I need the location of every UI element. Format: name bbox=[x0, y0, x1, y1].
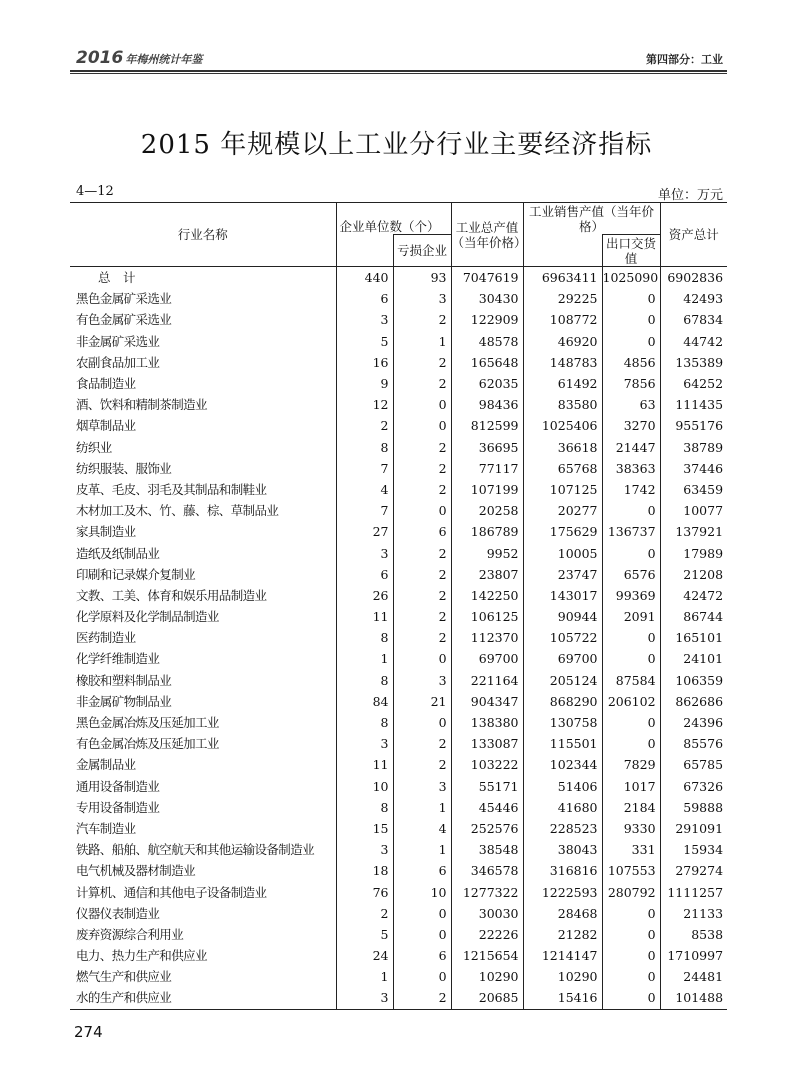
cell-assets: 106359 bbox=[675, 672, 724, 688]
cell-loss: 2 bbox=[393, 627, 451, 648]
cell-sales: 148783 bbox=[523, 352, 602, 373]
cell-output: 62035 bbox=[451, 373, 523, 394]
cell-sales: 316816 bbox=[523, 860, 602, 881]
cell-output: 20258 bbox=[451, 500, 523, 521]
row-name: 非金属矿物制品业 bbox=[70, 691, 336, 712]
cell-export: 38363 bbox=[602, 458, 660, 479]
cell-n: 3 bbox=[336, 839, 393, 860]
page-number: 274 bbox=[74, 1023, 103, 1041]
yearbook-name: 年梅州统计年鉴 bbox=[125, 53, 203, 66]
cell-sales: 38043 bbox=[523, 839, 602, 860]
row-name: 计算机、通信和其他电子设备制造业 bbox=[70, 881, 336, 902]
table-row bbox=[70, 733, 727, 754]
table-row bbox=[70, 648, 727, 669]
cell-output: 138380 bbox=[451, 712, 523, 733]
row-name: 酒、饮料和精制茶制造业 bbox=[70, 394, 336, 415]
cell-loss: 2 bbox=[393, 458, 451, 479]
cell-output: 23807 bbox=[451, 564, 523, 585]
cell-sales: 15416 bbox=[523, 987, 602, 1009]
cell-n: 12 bbox=[336, 394, 393, 415]
cell-export: 0 bbox=[602, 924, 660, 945]
cell-loss: 6 bbox=[393, 860, 451, 881]
row-name: 造纸及纸制品业 bbox=[70, 542, 336, 563]
cell-export: 6576 bbox=[602, 564, 660, 585]
cell-assets: 6902836 bbox=[667, 270, 724, 286]
cell-assets: 59888 bbox=[683, 799, 724, 815]
cell-export: 0 bbox=[602, 627, 660, 648]
cell-sales: 69700 bbox=[523, 648, 602, 669]
header-rule bbox=[70, 70, 727, 72]
cell-n: 76 bbox=[336, 881, 393, 902]
row-name: 烟草制品业 bbox=[70, 415, 336, 436]
cell-sales: 868290 bbox=[523, 691, 602, 712]
cell-loss: 6 bbox=[393, 521, 451, 542]
row-name: 纺织业 bbox=[70, 437, 336, 458]
unit-label: 单位：万元 bbox=[657, 188, 723, 203]
cell-sales: 36618 bbox=[523, 437, 602, 458]
col-header-name: 行业名称 bbox=[70, 203, 336, 267]
cell-n: 5 bbox=[336, 331, 393, 352]
cell-export: 0 bbox=[602, 733, 660, 754]
cell-output: 133087 bbox=[451, 733, 523, 754]
table-row bbox=[70, 500, 727, 521]
cell-export: 0 bbox=[602, 542, 660, 563]
yearbook-header bbox=[76, 48, 202, 68]
cell-assets: 65785 bbox=[683, 757, 724, 773]
cell-n: 11 bbox=[336, 606, 393, 627]
row-name: 橡胶和塑料制品业 bbox=[70, 670, 336, 691]
cell-loss: 6 bbox=[393, 945, 451, 966]
table-row bbox=[70, 415, 727, 436]
table-row bbox=[70, 585, 727, 606]
cell-export: 1742 bbox=[602, 479, 660, 500]
row-name: 化学纤维制造业 bbox=[70, 648, 336, 669]
cell-sales: 143017 bbox=[523, 585, 602, 606]
cell-export: 0 bbox=[602, 712, 660, 733]
cell-n: 16 bbox=[336, 352, 393, 373]
cell-export: 107553 bbox=[602, 860, 660, 881]
cell-n: 18 bbox=[336, 860, 393, 881]
cell-sales: 130758 bbox=[523, 712, 602, 733]
cell-loss: 3 bbox=[393, 288, 451, 309]
cell-export: 7829 bbox=[602, 754, 660, 775]
col-header-enterprises: 企业单位数（个） bbox=[336, 203, 451, 235]
cell-assets: 291091 bbox=[675, 820, 724, 836]
cell-n: 8 bbox=[336, 627, 393, 648]
cell-n: 10 bbox=[336, 776, 393, 797]
cell-assets: 279274 bbox=[675, 863, 724, 879]
cell-loss: 1 bbox=[393, 839, 451, 860]
row-name: 汽车制造业 bbox=[70, 818, 336, 839]
cell-loss: 93 bbox=[393, 267, 451, 289]
row-name: 水的生产和供应业 bbox=[70, 987, 336, 1009]
cell-output: 812599 bbox=[451, 415, 523, 436]
cell-sales: 21282 bbox=[523, 924, 602, 945]
table-row bbox=[70, 564, 727, 585]
cell-n: 84 bbox=[336, 691, 393, 712]
table-row bbox=[70, 776, 727, 797]
cell-loss: 3 bbox=[393, 670, 451, 691]
cell-assets: 17989 bbox=[683, 545, 724, 561]
table-row bbox=[70, 839, 727, 860]
cell-loss: 0 bbox=[393, 394, 451, 415]
cell-output: 22226 bbox=[451, 924, 523, 945]
cell-assets: 67326 bbox=[683, 778, 724, 794]
cell-loss: 2 bbox=[393, 754, 451, 775]
cell-loss: 21 bbox=[393, 691, 451, 712]
cell-output: 122909 bbox=[451, 309, 523, 330]
cell-output: 165648 bbox=[451, 352, 523, 373]
cell-loss: 0 bbox=[393, 648, 451, 669]
col-header-loss: 亏损企业 bbox=[393, 235, 451, 267]
cell-export: 9330 bbox=[602, 818, 660, 839]
cell-loss: 0 bbox=[393, 903, 451, 924]
row-name: 燃气生产和供应业 bbox=[70, 966, 336, 987]
cell-n: 11 bbox=[336, 754, 393, 775]
row-name: 黑色金属矿采选业 bbox=[70, 288, 336, 309]
table-row bbox=[70, 924, 727, 945]
cell-assets: 111435 bbox=[675, 397, 724, 413]
table-row bbox=[70, 542, 727, 563]
row-name: 纺织服装、服饰业 bbox=[70, 458, 336, 479]
cell-n: 7 bbox=[336, 458, 393, 479]
cell-output: 252576 bbox=[451, 818, 523, 839]
cell-n: 7 bbox=[336, 500, 393, 521]
cell-sales: 1214147 bbox=[523, 945, 602, 966]
cell-sales: 107125 bbox=[523, 479, 602, 500]
cell-n: 440 bbox=[336, 267, 393, 289]
table-row bbox=[70, 987, 727, 1009]
cell-assets: 165101 bbox=[675, 630, 724, 646]
table-body bbox=[70, 267, 727, 1010]
cell-loss: 2 bbox=[393, 564, 451, 585]
cell-n: 3 bbox=[336, 733, 393, 754]
table-row bbox=[70, 352, 727, 373]
cell-assets: 86744 bbox=[683, 609, 724, 625]
cell-sales: 1025406 bbox=[523, 415, 602, 436]
table-row bbox=[70, 903, 727, 924]
cell-assets: 862686 bbox=[675, 693, 724, 709]
col-header-export: 出口交货值 bbox=[602, 235, 660, 267]
cell-sales: 90944 bbox=[523, 606, 602, 627]
section-label: 第四部分：工业 bbox=[646, 53, 723, 66]
cell-export: 4856 bbox=[602, 352, 660, 373]
cell-assets: 21208 bbox=[683, 566, 724, 582]
cell-export: 206102 bbox=[602, 691, 660, 712]
cell-assets: 63459 bbox=[683, 481, 724, 497]
cell-sales: 61492 bbox=[523, 373, 602, 394]
cell-output: 98436 bbox=[451, 394, 523, 415]
table-row bbox=[70, 309, 727, 330]
indicator-table bbox=[70, 202, 727, 1010]
cell-n: 15 bbox=[336, 818, 393, 839]
cell-loss: 10 bbox=[393, 881, 451, 902]
cell-output: 20685 bbox=[451, 987, 523, 1009]
table-row bbox=[70, 437, 727, 458]
cell-loss: 2 bbox=[393, 309, 451, 330]
cell-output: 30030 bbox=[451, 903, 523, 924]
cell-output: 9952 bbox=[451, 542, 523, 563]
cell-n: 8 bbox=[336, 797, 393, 818]
table-row bbox=[70, 945, 727, 966]
cell-n: 6 bbox=[336, 564, 393, 585]
cell-export: 1017 bbox=[602, 776, 660, 797]
cell-sales: 205124 bbox=[523, 670, 602, 691]
cell-assets: 67834 bbox=[683, 312, 724, 328]
table-row bbox=[70, 288, 727, 309]
cell-assets: 44742 bbox=[683, 333, 724, 349]
row-name: 铁路、船舶、航空航天和其他运输设备制造业 bbox=[70, 839, 336, 860]
row-name: 医药制造业 bbox=[70, 627, 336, 648]
cell-n: 1 bbox=[336, 966, 393, 987]
cell-export: 0 bbox=[602, 648, 660, 669]
row-name: 食品制造业 bbox=[70, 373, 336, 394]
cell-sales: 10290 bbox=[523, 966, 602, 987]
row-name: 有色金属冶炼及压延加工业 bbox=[70, 733, 336, 754]
cell-export: 0 bbox=[602, 309, 660, 330]
cell-assets: 42493 bbox=[683, 291, 724, 307]
cell-export: 2091 bbox=[602, 606, 660, 627]
cell-assets: 137921 bbox=[675, 524, 724, 540]
cell-sales: 20277 bbox=[523, 500, 602, 521]
row-name: 电气机械及器材制造业 bbox=[70, 860, 336, 881]
table-row bbox=[70, 691, 727, 712]
cell-assets: 21133 bbox=[683, 905, 724, 921]
cell-sales: 10005 bbox=[523, 542, 602, 563]
cell-n: 5 bbox=[336, 924, 393, 945]
cell-assets: 85576 bbox=[683, 736, 724, 752]
cell-export: 0 bbox=[602, 331, 660, 352]
cell-assets: 10077 bbox=[683, 503, 724, 519]
table-row bbox=[70, 881, 727, 902]
cell-loss: 0 bbox=[393, 415, 451, 436]
cell-output: 38548 bbox=[451, 839, 523, 860]
row-name: 通用设备制造业 bbox=[70, 776, 336, 797]
table-row bbox=[70, 712, 727, 733]
cell-sales: 29225 bbox=[523, 288, 602, 309]
table-row bbox=[70, 479, 727, 500]
cell-n: 9 bbox=[336, 373, 393, 394]
page-title: 2015 年规模以上工业分行业主要经济指标 bbox=[140, 130, 653, 160]
cell-export: 63 bbox=[602, 394, 660, 415]
cell-sales: 28468 bbox=[523, 903, 602, 924]
cell-assets: 135389 bbox=[675, 354, 724, 370]
cell-loss: 2 bbox=[393, 373, 451, 394]
row-name: 黑色金属冶炼及压延加工业 bbox=[70, 712, 336, 733]
table-row bbox=[70, 860, 727, 881]
cell-sales: 83580 bbox=[523, 394, 602, 415]
row-name: 非金属矿采选业 bbox=[70, 331, 336, 352]
cell-output: 1277322 bbox=[451, 881, 523, 902]
cell-export: 99369 bbox=[602, 585, 660, 606]
cell-n: 8 bbox=[336, 712, 393, 733]
row-name: 有色金属矿采选业 bbox=[70, 309, 336, 330]
cell-export: 136737 bbox=[602, 521, 660, 542]
cell-export: 1025090 bbox=[602, 267, 660, 289]
cell-sales: 228523 bbox=[523, 818, 602, 839]
cell-n: 3 bbox=[336, 309, 393, 330]
row-name: 废弃资源综合利用业 bbox=[70, 924, 336, 945]
cell-loss: 2 bbox=[393, 733, 451, 754]
cell-n: 6 bbox=[336, 288, 393, 309]
table-row bbox=[70, 670, 727, 691]
cell-output: 77117 bbox=[451, 458, 523, 479]
cell-n: 1 bbox=[336, 648, 393, 669]
col-header-assets: 资产总计 bbox=[660, 203, 727, 267]
cell-export: 3270 bbox=[602, 415, 660, 436]
cell-sales: 41680 bbox=[523, 797, 602, 818]
cell-export: 331 bbox=[602, 839, 660, 860]
row-name: 木材加工及木、竹、藤、棕、草制品业 bbox=[70, 500, 336, 521]
cell-sales: 102344 bbox=[523, 754, 602, 775]
cell-export: 7856 bbox=[602, 373, 660, 394]
cell-output: 346578 bbox=[451, 860, 523, 881]
row-name: 仪器仪表制造业 bbox=[70, 903, 336, 924]
row-name: 文教、工美、体育和娱乐用品制造业 bbox=[70, 585, 336, 606]
cell-export: 0 bbox=[602, 500, 660, 521]
row-name: 家具制造业 bbox=[70, 521, 336, 542]
cell-output: 186789 bbox=[451, 521, 523, 542]
cell-output: 48578 bbox=[451, 331, 523, 352]
table-row bbox=[70, 458, 727, 479]
cell-sales: 6963411 bbox=[523, 267, 602, 289]
cell-output: 30430 bbox=[451, 288, 523, 309]
cell-assets: 101488 bbox=[660, 987, 727, 1009]
cell-export: 0 bbox=[602, 903, 660, 924]
cell-n: 27 bbox=[336, 521, 393, 542]
cell-loss: 2 bbox=[393, 352, 451, 373]
cell-output: 1215654 bbox=[451, 945, 523, 966]
cell-n: 3 bbox=[336, 542, 393, 563]
cell-loss: 4 bbox=[393, 818, 451, 839]
cell-output: 45446 bbox=[451, 797, 523, 818]
cell-sales: 175629 bbox=[523, 521, 602, 542]
cell-sales: 1222593 bbox=[523, 881, 602, 902]
table-row bbox=[70, 627, 727, 648]
row-name: 总 计 bbox=[70, 267, 336, 289]
yearbook-year: 2016 bbox=[76, 48, 124, 68]
cell-n: 8 bbox=[336, 437, 393, 458]
row-name: 电力、热力生产和供应业 bbox=[70, 945, 336, 966]
table-row bbox=[70, 606, 727, 627]
col-header-output: 工业总产值（当年价格） bbox=[451, 203, 523, 267]
row-name: 化学原料及化学制品制造业 bbox=[70, 606, 336, 627]
cell-output: 904347 bbox=[451, 691, 523, 712]
header-rule-thin bbox=[70, 73, 727, 74]
row-name: 金属制品业 bbox=[70, 754, 336, 775]
cell-output: 106125 bbox=[451, 606, 523, 627]
row-name: 专用设备制造业 bbox=[70, 797, 336, 818]
cell-export: 280792 bbox=[602, 881, 660, 902]
cell-loss: 2 bbox=[393, 542, 451, 563]
cell-loss: 0 bbox=[393, 500, 451, 521]
cell-loss: 1 bbox=[393, 797, 451, 818]
cell-n: 2 bbox=[336, 903, 393, 924]
cell-output: 107199 bbox=[451, 479, 523, 500]
cell-export: 2184 bbox=[602, 797, 660, 818]
cell-export: 87584 bbox=[602, 670, 660, 691]
cell-export: 0 bbox=[602, 966, 660, 987]
cell-sales: 51406 bbox=[523, 776, 602, 797]
cell-assets: 1710997 bbox=[667, 948, 724, 964]
row-name: 印刷和记录媒介复制业 bbox=[70, 564, 336, 585]
table-row bbox=[70, 267, 727, 289]
cell-loss: 0 bbox=[393, 924, 451, 945]
table-row bbox=[70, 394, 727, 415]
cell-output: 112370 bbox=[451, 627, 523, 648]
cell-n: 3 bbox=[336, 987, 393, 1009]
cell-sales: 105722 bbox=[523, 627, 602, 648]
cell-assets: 24396 bbox=[683, 715, 724, 731]
table-row bbox=[70, 797, 727, 818]
cell-assets: 64252 bbox=[683, 376, 724, 392]
col-header-sales: 工业销售产值（当年价格） bbox=[523, 203, 660, 235]
cell-sales: 115501 bbox=[523, 733, 602, 754]
cell-output: 69700 bbox=[451, 648, 523, 669]
cell-loss: 2 bbox=[393, 987, 451, 1009]
cell-n: 2 bbox=[336, 415, 393, 436]
cell-loss: 2 bbox=[393, 585, 451, 606]
cell-output: 10290 bbox=[451, 966, 523, 987]
table-code: 4—12 bbox=[76, 184, 114, 199]
cell-export: 0 bbox=[602, 288, 660, 309]
cell-output: 221164 bbox=[451, 670, 523, 691]
cell-loss: 2 bbox=[393, 479, 451, 500]
table-row bbox=[70, 966, 727, 987]
cell-sales: 108772 bbox=[523, 309, 602, 330]
cell-assets: 38789 bbox=[683, 439, 724, 455]
table-row bbox=[70, 331, 727, 352]
table-row bbox=[70, 754, 727, 775]
cell-sales: 65768 bbox=[523, 458, 602, 479]
cell-assets: 37446 bbox=[683, 460, 724, 476]
cell-n: 26 bbox=[336, 585, 393, 606]
cell-n: 8 bbox=[336, 670, 393, 691]
cell-loss: 2 bbox=[393, 437, 451, 458]
cell-n: 24 bbox=[336, 945, 393, 966]
cell-loss: 0 bbox=[393, 966, 451, 987]
cell-output: 55171 bbox=[451, 776, 523, 797]
cell-sales: 46920 bbox=[523, 331, 602, 352]
row-name: 皮革、毛皮、羽毛及其制品和制鞋业 bbox=[70, 479, 336, 500]
cell-assets: 24101 bbox=[683, 651, 724, 667]
cell-assets: 955176 bbox=[675, 418, 724, 434]
cell-output: 142250 bbox=[451, 585, 523, 606]
cell-loss: 3 bbox=[393, 776, 451, 797]
cell-assets: 1111257 bbox=[667, 884, 724, 900]
cell-sales: 23747 bbox=[523, 564, 602, 585]
cell-output: 103222 bbox=[451, 754, 523, 775]
cell-assets: 8538 bbox=[691, 926, 724, 942]
cell-assets: 42472 bbox=[683, 587, 724, 603]
cell-loss: 0 bbox=[393, 712, 451, 733]
cell-export: 0 bbox=[602, 987, 660, 1009]
table-row bbox=[70, 818, 727, 839]
cell-export: 0 bbox=[602, 945, 660, 966]
cell-export: 21447 bbox=[602, 437, 660, 458]
table-row bbox=[70, 521, 727, 542]
cell-output: 36695 bbox=[451, 437, 523, 458]
table-row bbox=[70, 373, 727, 394]
cell-assets: 15934 bbox=[683, 842, 724, 858]
cell-loss: 1 bbox=[393, 331, 451, 352]
cell-loss: 2 bbox=[393, 606, 451, 627]
cell-assets: 24481 bbox=[683, 969, 724, 985]
cell-output: 7047619 bbox=[451, 267, 523, 289]
cell-n: 4 bbox=[336, 479, 393, 500]
row-name: 农副食品加工业 bbox=[70, 352, 336, 373]
